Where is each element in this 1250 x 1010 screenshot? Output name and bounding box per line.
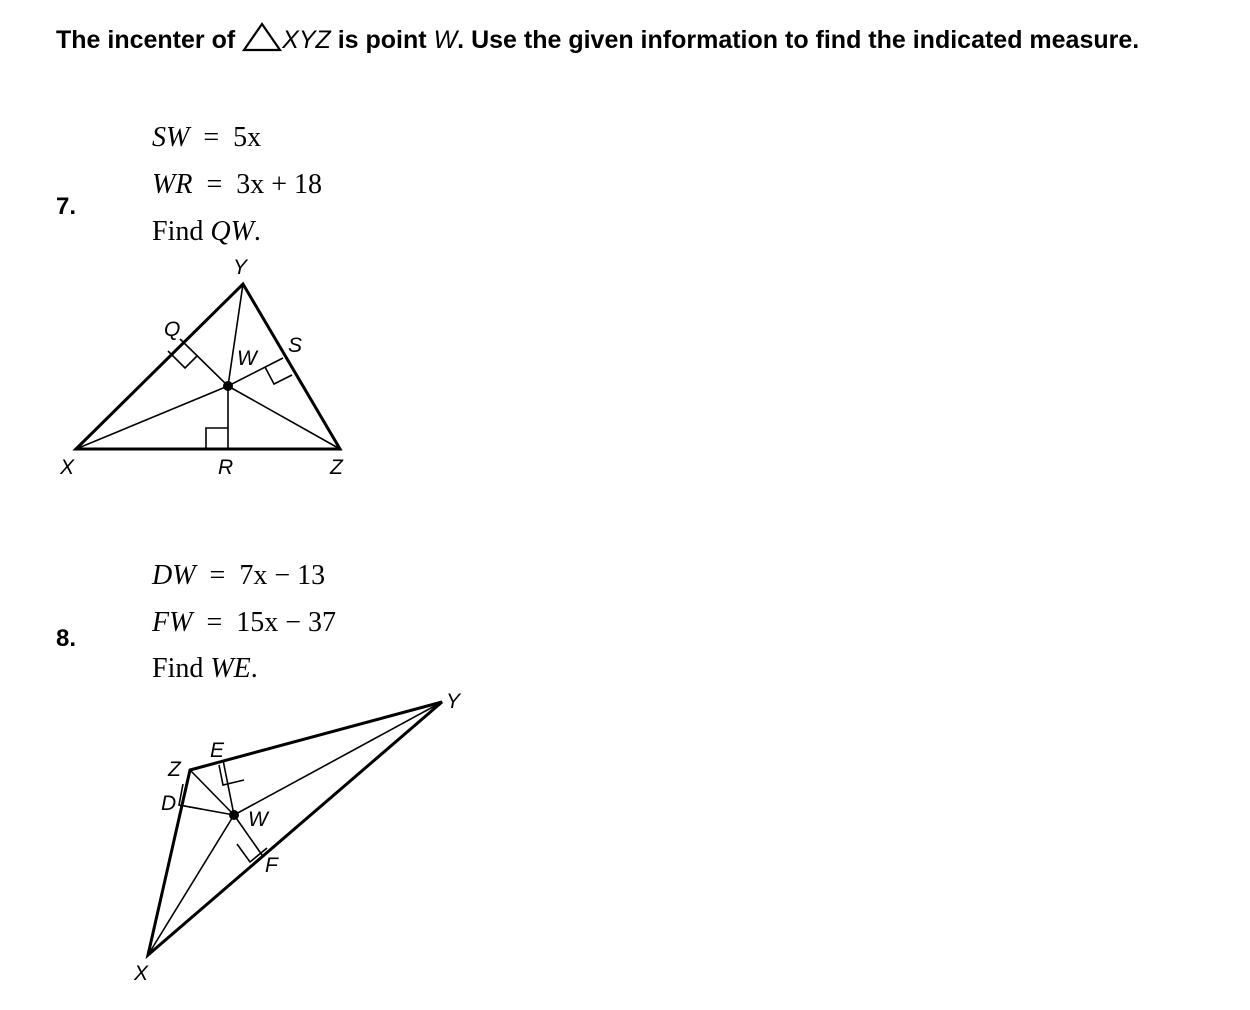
incenter-w-dot-7 — [223, 381, 233, 391]
label-s-7: S — [288, 334, 303, 357]
label-r-7: R — [218, 456, 234, 479]
figure-7 — [76, 284, 340, 449]
p8-given-2: FW = 15x − 37 — [152, 607, 337, 638]
incenter-w-dot-8 — [229, 810, 239, 820]
label-z-8: Z — [168, 758, 181, 781]
figure-8 — [148, 702, 442, 955]
instructions-part3: . Use the given information to find the indicated measure. — [457, 26, 1140, 54]
triangle-name: XYZ — [282, 26, 331, 54]
label-e-8: E — [210, 739, 225, 762]
label-y-8: Y — [446, 690, 461, 713]
label-w-7: W — [237, 347, 257, 370]
label-y-7: Y — [233, 256, 248, 279]
label-x-8: X — [134, 962, 149, 985]
instructions-part2: is point — [337, 26, 427, 54]
p7-find: Find QW. — [152, 216, 261, 247]
p8-given-1: DW = 7x − 13 — [152, 560, 326, 591]
problem-8-number: 8. — [56, 625, 77, 652]
label-f-8: F — [265, 854, 278, 877]
instructions-part1: The incenter of — [56, 26, 236, 54]
incenter-point: W — [433, 26, 458, 54]
label-q-7: Q — [164, 318, 181, 341]
label-z-7: Z — [330, 456, 343, 479]
label-x-7: X — [60, 456, 75, 479]
p8-find: Find WE. — [152, 653, 258, 684]
p7-given-2: WR = 3x + 18 — [152, 169, 323, 200]
problem-7-number: 7. — [56, 193, 77, 220]
label-d-8: D — [161, 792, 177, 815]
p7-given-1: SW = 5x — [152, 122, 262, 153]
label-w-8: W — [248, 808, 268, 831]
